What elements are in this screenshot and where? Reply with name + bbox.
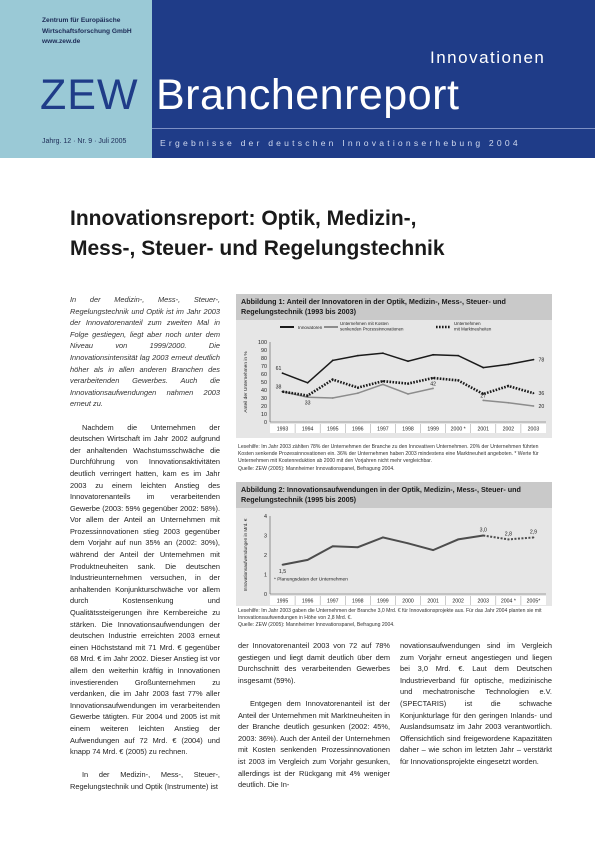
- series-line-1: [283, 353, 534, 383]
- data-point: [407, 542, 409, 544]
- data-label: 2,9: [529, 529, 538, 536]
- intro-paragraph: In der Medizin-, Mess-, Steuer-, Regelungstechnik und Optik ist im Jahr 2003 der Innovatorenanteil zum zweiten Mal in Folge gestiegen, liegt aber noch unter dem Niveau von 1999/2000. Die Innovationsintensität lag 2003 erneut deutlich höher als in allen anderen Branchen des verarbeitenden Gewerbes. Auch die Innovationsaufwendungen nahmen 2003 erneut zu.: [70, 295, 220, 409]
- y-tick-label: 4: [264, 513, 267, 520]
- legend-label: Unternehmen mit Kosten: [340, 321, 389, 326]
- y-tick-label: 70: [261, 363, 267, 370]
- data-point: [282, 564, 284, 566]
- figure-1-chart: [236, 320, 552, 440]
- x-tick-label: 2003: [527, 426, 540, 433]
- x-tick-label: 1995: [326, 426, 339, 433]
- x-tick-label: 2003: [477, 598, 490, 605]
- y-tick-label: 30: [261, 395, 267, 402]
- article-title-line: Mess-, Steuer- und Regelungstechnik: [70, 237, 445, 260]
- data-point: [457, 539, 459, 541]
- legend-label: mit Marktneuheiten: [454, 326, 492, 332]
- x-tick-label: 2001: [477, 426, 490, 433]
- organization-block: [42, 16, 152, 48]
- text-column-1: [70, 294, 220, 804]
- y-tick-label: 1: [264, 572, 267, 579]
- figure-1: [236, 294, 552, 438]
- data-label: 36: [538, 391, 545, 398]
- x-tick-label: 1995: [276, 598, 289, 605]
- data-point: [457, 380, 459, 382]
- data-point: [382, 537, 384, 539]
- x-tick-label: 2001: [427, 598, 439, 605]
- data-point: [307, 382, 309, 384]
- data-point: [357, 392, 359, 394]
- data-point: [507, 402, 509, 404]
- x-tick-label: 2005*: [526, 598, 541, 605]
- y-tick-label: 50: [261, 379, 267, 386]
- figure-2: [236, 482, 552, 606]
- series-label: Innovationen: [430, 48, 546, 67]
- data-point: [382, 352, 384, 354]
- text-column-3: [400, 640, 552, 779]
- legend-label: Unternehmen: [454, 321, 481, 326]
- x-tick-label: 1996: [352, 426, 364, 433]
- org-website[interactable]: www.zew.de: [42, 38, 81, 45]
- x-tick-label: 1993: [276, 426, 289, 433]
- data-point: [282, 391, 284, 393]
- body-paragraph: Nachdem die Unternehmen der deutschen Wirtschaft im Jahr 2002 aufgrund der anhaltenden Wachstumsschwäche die Durchführung von Innovationsaktivitäten deutlich verringert hatten, kam es im Jahr 2003 zu einem leichten Anstieg des Innovatorenanteils im verarbeitenden Gewerbe (2003: 59% gegenüber 2002: 58%). Vor allem der Anteil an Unternehmen mit Prozessinnovationen stieg 2003 gegenüber dem Vorjahr auf nun 35% an (2002: 30%), während der Anteil der Unternehmen mit Produktneuheiten sank. Die deutschen Industrieunternehmen versuchen, in der anhaltenden Konjunkturschwäche vor allem durch Kostensenkung und Qualitätssteigerungen ihre Kernbereiche zu stärken. Die Innovationsaufwendungen der deutschen Industrie erreichten 2003 erneut einen Höchststand mit 71 Mrd. € gegenüber 68 Mrd. € im Jahr 2002. Dieser Anstieg ist vor allem den weiterhin kräftig in Innovationen investierenden Großunternehmen zu verdanken, die im Jahr 2003 fast 77% aller Innovationsaufwendungen im verarbeitenden Gewerbe tätigten. Für 2004 und 2005 ist mit einem weiteren leichten Anstieg der Aufwendungen auf 72 Mrd. € (2004) und knapp 74 Mrd. € (2005) zu rechnen.: [70, 422, 220, 757]
- data-point: [482, 535, 484, 537]
- data-point: [507, 539, 509, 541]
- figure-1-caption: Lesehilfe: Im Jahr 2003 zählten 78% der Unternehmen der Branche zu den Innovativen Unternehmen. 20% der Unternehmen führten Kosten senkende Prozessinnovationen ein. 36% der Unternehmen haben 2003 mindestens eine Marktneuheit angeboten. * Werte für Unternehmen mit Kostenreduktion ab 2000 mit den Vorjahren nicht mehr vergleichbar.: [238, 444, 539, 465]
- data-point: [507, 385, 509, 387]
- y-axis-label: Anteil der Unternehmen in %: [244, 351, 249, 413]
- chart-note: * Planungsdaten der Unternehmen: [274, 577, 348, 583]
- body-paragraph: der Innovatorenanteil 2003 von 72 auf 78% gestiegen und liegt damit deutlich über dem Durchschnitt des verarbeitenden Gewerbes insgesamt (59%).: [238, 641, 390, 685]
- header-subtitle: Ergebnisse der deutschen Innovationserhebung 2004: [160, 138, 521, 148]
- x-tick-label: 2002: [452, 598, 464, 605]
- y-tick-label: 2: [264, 552, 267, 559]
- y-tick-label: 20: [261, 403, 267, 410]
- y-tick-label: 10: [261, 411, 267, 418]
- data-point: [482, 400, 484, 402]
- body-paragraph: Entgegen dem Innovatorenanteil ist der Anteil der Unternehmen mit Marktneuheiten in der Branche deutlich gesunken (2002: 45%, 2003: 36%). Auch der Anteil der Unternehmen mit Kosten senkenden Prozessinnovationen ist 2003 im Vergleich zum Vorjahr gesunken, allerdings ist der Rückgang mit 4% weniger deutlich. Die In-: [238, 698, 390, 790]
- y-tick-label: 60: [261, 371, 267, 378]
- figure-2-source: Quelle: ZEW (2005): Mannheimer Innovationspanel, Befragung 2004.: [238, 622, 395, 629]
- data-point: [407, 360, 409, 362]
- data-point: [332, 397, 334, 399]
- data-label: 1,5: [278, 568, 287, 575]
- data-point: [382, 380, 384, 382]
- issue-info: Jahrg. 12 · Nr. 9 · Juli 2005: [42, 138, 127, 145]
- data-point: [507, 364, 509, 366]
- body-paragraph: In der Medizin-, Mess-, Steuer-, Regelungstechnik und Optik (Instrumente) ist: [70, 770, 220, 791]
- data-point: [432, 377, 434, 379]
- zew-logo: ZEW: [40, 71, 139, 119]
- legend-label: senkenden Prozessinnovationen: [340, 326, 404, 332]
- data-label: 3,0: [479, 527, 487, 534]
- data-point: [332, 379, 334, 381]
- y-tick-label: 90: [261, 347, 267, 354]
- x-tick-label: 1998: [402, 426, 414, 433]
- data-point: [533, 405, 535, 407]
- x-tick-label: 2000 *: [450, 426, 466, 433]
- body-paragraph: novationsaufwendungen sind im Vergleich zum Vorjahr erneut angestiegen und liegen bei 3,0 Mrd. €. Laut dem Deutschen Industrieverband für optische, medizinische und mechatronische Technologien e.V. (SPECTARIS) ist die schwache Konjunkturlage für den geringen Inlands- und Auslandsumsatz im Jahr 2003 verantwortlich. Offensichtlich sind freigewordene Kapazitäten daher – wie schon im letzten Jahr – verstärkt für Innovationsprojekte eingesetzt worden.: [400, 641, 552, 766]
- series-line-3: [283, 378, 534, 396]
- figure-1-source: Quelle: ZEW (2005): Mannheimer Innovationspanel, Befragung 2004.: [238, 465, 395, 472]
- data-point: [357, 546, 359, 548]
- x-tick-label: 2000: [402, 598, 414, 605]
- article-title: [70, 204, 570, 264]
- data-point: [307, 559, 309, 561]
- y-tick-label: 0: [264, 419, 267, 426]
- data-point: [332, 545, 334, 547]
- data-point: [482, 367, 484, 369]
- org-line: Zentrum für Europäische: [42, 17, 121, 24]
- x-tick-label: 1996: [301, 598, 314, 605]
- data-point: [432, 549, 434, 551]
- figure-2-title: Abbildung 2: Innovationsaufwendungen in der Optik, Medizin-, Mess-, Steuer- und Regelungstechnik (1995 bis 2005): [236, 482, 552, 508]
- data-point: [432, 388, 434, 390]
- brand-title: Branchenreport: [156, 71, 460, 119]
- data-point: [407, 393, 409, 395]
- data-label: 61: [275, 366, 282, 373]
- y-tick-label: 80: [261, 355, 267, 362]
- data-point: [357, 355, 359, 357]
- y-axis-label: Innovationsaufwendungen in Mrd. €: [243, 518, 248, 592]
- data-label: 20: [538, 404, 545, 410]
- data-point: [533, 537, 535, 539]
- y-tick-label: 3: [264, 533, 267, 540]
- series-line-1: [283, 536, 484, 565]
- data-label: 27: [480, 393, 487, 400]
- data-point: [382, 384, 384, 386]
- x-tick-label: 1998: [352, 598, 364, 605]
- data-point: [432, 354, 434, 356]
- data-point: [357, 387, 359, 389]
- legend-label: Innovatoren: [298, 325, 323, 330]
- x-tick-label: 1997: [377, 426, 389, 433]
- data-label: 33: [304, 400, 311, 407]
- x-tick-label: 2002: [502, 426, 515, 433]
- data-point: [457, 355, 459, 357]
- data-point: [533, 359, 535, 361]
- x-tick-label: 1997: [326, 598, 339, 605]
- figure-2-caption-block: [238, 608, 550, 630]
- x-tick-label: 1994: [301, 426, 314, 433]
- y-tick-label: 40: [261, 387, 267, 394]
- figure-1-caption-block: [238, 444, 550, 473]
- x-tick-label: 2004 *: [500, 598, 516, 605]
- data-point: [282, 372, 284, 374]
- y-tick-label: 0: [264, 591, 267, 598]
- figure-1-title: Abbildung 1: Anteil der Innovatoren in der Optik, Medizin-, Mess-, Steuer- und Regelungstechnik (1993 bis 2003): [236, 294, 552, 320]
- y-tick-label: 100: [258, 339, 267, 346]
- data-point: [307, 395, 309, 397]
- text-column-2: [238, 640, 390, 791]
- figure-2-caption: Lesehilfe: Im Jahr 2003 gaben die Unternehmen der Branche 3,0 Mrd. € für Innovationsprojekte aus. Für das Jahr 2004 planten sie mit Innovationsaufwendungen in Höhe von 2,8 Mrd. €.: [238, 608, 542, 622]
- article-title-line: Innovationsreport: Optik, Medizin-,: [70, 207, 417, 230]
- x-tick-label: 1999: [427, 426, 439, 433]
- org-line: Wirtschaftsforschung GmbH: [42, 27, 132, 35]
- data-point: [332, 360, 334, 362]
- data-label: 42: [430, 381, 436, 388]
- data-label: 2,8: [504, 531, 512, 538]
- data-label: 38: [275, 384, 282, 391]
- data-label: 78: [538, 357, 545, 364]
- header-divider: [152, 128, 595, 129]
- figure-2-chart: [236, 508, 552, 608]
- data-point: [407, 383, 409, 385]
- x-tick-label: 1999: [377, 598, 389, 605]
- data-point: [533, 392, 535, 394]
